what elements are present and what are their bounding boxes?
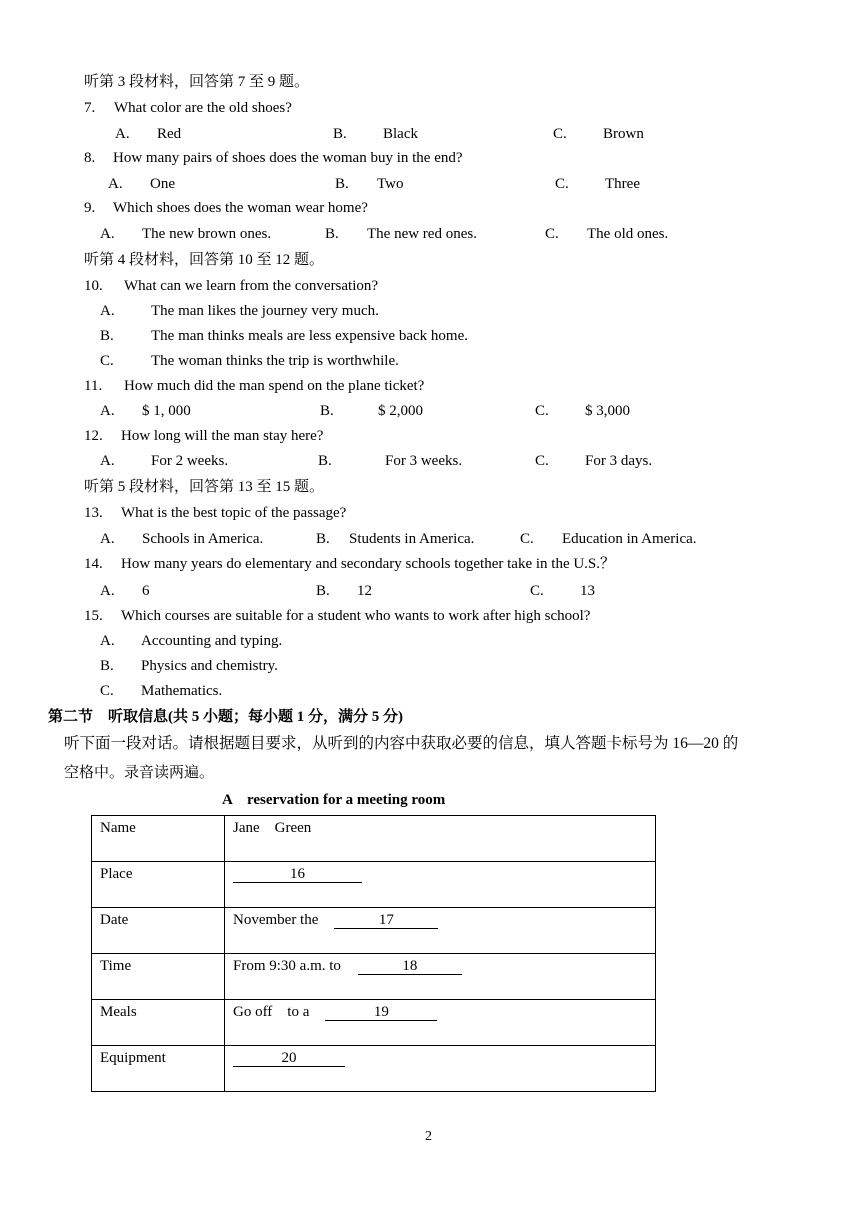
row-value xyxy=(225,1046,656,1092)
section-heading: 听第 4 段材料，回答第 10 至 12 题。 xyxy=(84,252,325,268)
option: A. xyxy=(100,303,115,319)
option: B. xyxy=(333,126,347,142)
option: C. xyxy=(100,683,114,699)
option: For 2 weeks. xyxy=(151,453,229,469)
option: For 3 days. xyxy=(585,453,653,469)
option: 13 xyxy=(580,583,595,599)
option: B. xyxy=(318,453,332,469)
option: One xyxy=(150,176,175,192)
option: A. xyxy=(100,531,115,547)
option: The woman thinks the trip is worthwhile. xyxy=(151,353,399,369)
question-stem: 12. How long will the man stay here? xyxy=(84,428,324,444)
option: Mathematics. xyxy=(141,683,223,699)
table-row xyxy=(92,1000,656,1046)
option: 6 xyxy=(142,583,150,599)
row-value xyxy=(225,862,656,908)
table-row xyxy=(92,816,656,862)
answer-blank-19: 19 xyxy=(325,1004,437,1021)
option: C. xyxy=(555,176,569,192)
option: C. xyxy=(535,453,549,469)
question-stem: 15. Which courses are suitable for a student who wants to work after high school? xyxy=(84,608,591,624)
table-row xyxy=(92,954,656,1000)
reservation-table xyxy=(91,815,656,1092)
option: B. xyxy=(316,531,330,547)
section2-title: 第二节 听取信息(共 5 小题；每小题 1 分，满分 5 分) xyxy=(48,709,403,725)
option: Accounting and typing. xyxy=(141,633,283,649)
option: B. xyxy=(320,403,334,419)
option: C. xyxy=(553,126,567,142)
option: B. xyxy=(316,583,330,599)
option: B. xyxy=(335,176,349,192)
row-value xyxy=(225,1000,656,1046)
option: Two xyxy=(377,176,404,192)
section-heading: 听第 3 段材料，回答第 7 至 9 题。 xyxy=(84,74,310,90)
option: Brown xyxy=(603,126,644,142)
option: B. xyxy=(325,226,339,242)
section2-instruction: 听下面一段对话。请根据题目要求，从听到的内容中获取必要的信息，填人答题卡标号为 16—20 的 xyxy=(64,735,739,752)
table-row xyxy=(92,1046,656,1092)
option: The new red ones. xyxy=(367,226,477,242)
option: Red xyxy=(157,126,182,142)
row-label: Time xyxy=(92,954,225,1000)
date-prefix: November the xyxy=(233,912,319,928)
option: $ 2,000 xyxy=(378,403,423,419)
option: The man likes the journey very much. xyxy=(151,303,379,319)
option: C. xyxy=(535,403,549,419)
question-stem: 13. What is the best topic of the passage? xyxy=(84,505,347,521)
option: Schools in America. xyxy=(142,531,264,547)
option: $ 1, 000 xyxy=(142,403,191,419)
option: Education in America. xyxy=(562,531,697,547)
name-value: Jane Green xyxy=(233,820,312,836)
time-prefix: From 9:30 a.m. to xyxy=(233,958,341,974)
option: B. xyxy=(100,328,114,344)
answer-blank-16: 16 xyxy=(233,866,362,883)
section-heading: 听第 5 段材料，回答第 13 至 15 题。 xyxy=(84,479,325,495)
option: The man thinks meals are less expensive back home. xyxy=(151,328,468,344)
row-label: Meals xyxy=(92,1000,225,1046)
option: A. xyxy=(100,403,115,419)
option: B. xyxy=(100,658,114,674)
option: The new brown ones. xyxy=(142,226,272,242)
option: $ 3,000 xyxy=(585,403,630,419)
option: A. xyxy=(100,633,115,649)
row-label: Place xyxy=(92,862,225,908)
answer-blank-18: 18 xyxy=(358,958,462,975)
table-row xyxy=(92,908,656,954)
question-stem: 8. How many pairs of shoes does the woman buy in the end? xyxy=(84,150,463,166)
table-title: A reservation for a meeting room xyxy=(222,792,446,808)
option: Black xyxy=(383,126,418,142)
option: C. xyxy=(545,226,559,242)
table-row xyxy=(92,862,656,908)
option: For 3 weeks. xyxy=(385,453,463,469)
row-value xyxy=(225,816,656,862)
option: Three xyxy=(605,176,640,192)
option: C. xyxy=(100,353,114,369)
option: Students in America. xyxy=(349,531,475,547)
section2-instruction: 空格中。录音读两遍。 xyxy=(64,765,215,781)
meals-prefix: Go off to a xyxy=(233,1004,310,1020)
row-value xyxy=(225,954,656,1000)
option: A. xyxy=(115,126,130,142)
option: The old ones. xyxy=(587,226,669,242)
answer-blank-17: 17 xyxy=(334,912,438,929)
option: A. xyxy=(108,176,123,192)
answer-blank-20: 20 xyxy=(233,1050,345,1067)
question-stem: 9. Which shoes does the woman wear home? xyxy=(84,200,368,216)
option: A. xyxy=(100,583,115,599)
page-number: 2 xyxy=(425,1129,432,1144)
option: A. xyxy=(100,226,115,242)
question-stem: 11. How much did the man spend on the plane ticket? xyxy=(84,378,425,394)
question-stem: 10. What can we learn from the conversation? xyxy=(84,278,379,294)
row-label: Equipment xyxy=(92,1046,225,1092)
option: C. xyxy=(520,531,534,547)
option: C. xyxy=(530,583,544,599)
row-value xyxy=(225,908,656,954)
option: A. xyxy=(100,453,115,469)
row-label: Date xyxy=(92,908,225,954)
option: Physics and chemistry. xyxy=(141,658,278,674)
question-stem: 7. What color are the old shoes? xyxy=(84,100,292,116)
question-stem: 14. How many years do elementary and secondary schools together take in the U.S.？ xyxy=(84,556,616,572)
option: 12 xyxy=(357,583,372,599)
row-label: Name xyxy=(92,816,225,862)
